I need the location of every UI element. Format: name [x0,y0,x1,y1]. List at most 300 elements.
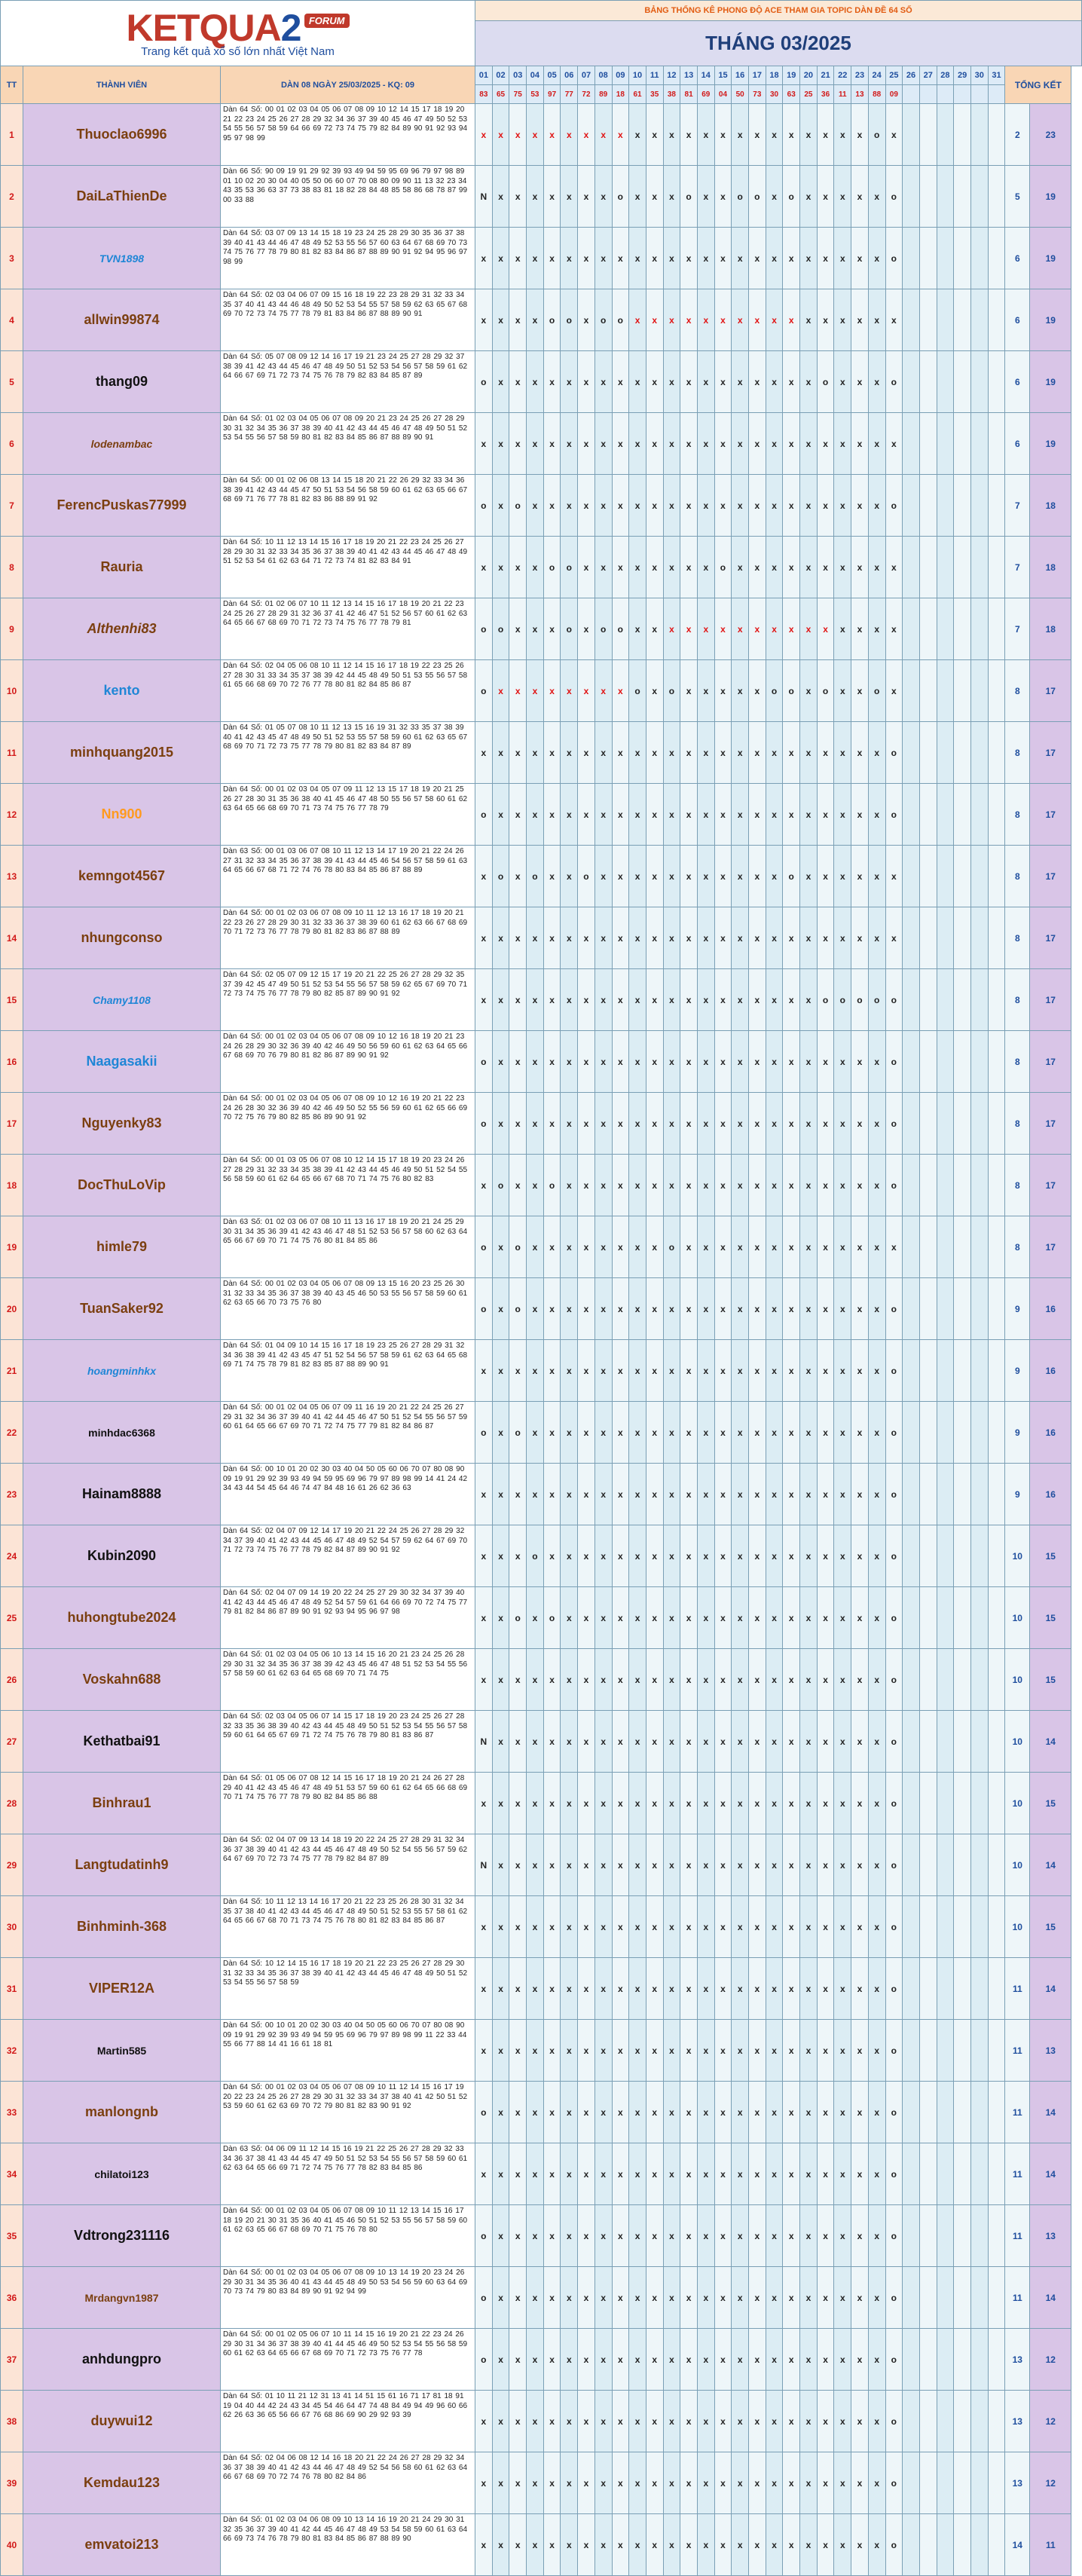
day-mark: x [732,228,749,289]
member-name[interactable]: emvatoi213 [23,2514,221,2576]
member-name[interactable]: Nn900 [23,784,221,846]
day-mark: x [851,846,869,907]
total-miss: 10 [1005,1773,1030,1834]
day-mark: x [834,2514,851,2576]
row-index: 22 [1,1402,23,1464]
day-mark: x [714,1031,732,1093]
day-mark [954,166,971,228]
day-mark: x [868,1711,885,1773]
day-mark: x [851,1216,869,1278]
day-mark: o [509,1278,527,1340]
day-mark: x [561,1340,578,1402]
day-mark [954,1711,971,1773]
day-mark: x [509,907,527,969]
day-mark [954,784,971,846]
day-mark: x [817,1773,834,1834]
day-mark: x [885,104,903,166]
day-mark: x [663,2267,680,2329]
day-mark [970,2082,988,2143]
member-name[interactable]: Voskahn688 [23,1649,221,1711]
day-mark: x [527,969,544,1031]
day-mark: x [612,2329,629,2391]
day-mark: x [680,1464,698,1525]
day-mark: x [851,784,869,846]
day-mark: x [646,2329,663,2391]
day-mark: o [868,104,885,166]
day-mark: x [663,351,680,413]
day-mark [954,537,971,598]
day-mark: x [629,413,646,475]
day-mark: x [509,969,527,1031]
day-mark [919,1711,937,1773]
day-mark [970,351,988,413]
day-mark: x [697,2267,714,2329]
day-mark: x [834,1278,851,1340]
day-mark: x [766,1340,783,1402]
day-mark: x [509,351,527,413]
member-name[interactable]: DaiLaThienDe [23,166,221,228]
day-mark [919,846,937,907]
member-name[interactable]: TuanSaker92 [23,1278,221,1340]
member-row [1,2452,1082,2514]
day-mark [903,660,920,722]
member-name[interactable]: lodenambac [23,413,221,475]
day-mark: x [509,537,527,598]
day-mark: x [646,1958,663,2020]
day-mark: x [646,1773,663,1834]
member-name[interactable]: Nguyenky83 [23,1093,221,1155]
total-hit: 16 [1030,1278,1071,1340]
day-mark: x [885,413,903,475]
day-mark: x [543,660,561,722]
day-mark: x [680,2452,698,2514]
total-miss: 8 [1005,969,1030,1031]
day-mark: x [817,1278,834,1340]
day-mark: x [817,1587,834,1649]
day-header: 28 [937,66,954,85]
member-name[interactable]: minhquang2015 [23,722,221,784]
day-mark: x [646,1711,663,1773]
day-mark: x [663,475,680,537]
day-mark [988,969,1005,1031]
logo-tagline: Trang kết quả xổ số lớn nhất Việt Nam [141,44,335,58]
day-result: 97 [543,85,561,104]
day-mark [954,2452,971,2514]
day-mark: x [594,846,612,907]
day-mark: x [527,2391,544,2452]
day-mark: x [561,660,578,722]
day-mark: x [714,1402,732,1464]
number-set: Dàn 64 Số: 00 01 02 03 06 07 08 09 10 11 12 13 16 17 18 19 20 21 22 23 26 27 28 29 30 31 32 33 36 37 38 39 60 61 62 63 66 67 68 69 70 71 72 73 76 77 78 79 80 81 82 83 86 87 88 89 [221,907,475,969]
day-mark: x [475,846,493,907]
day-mark: x [697,1340,714,1402]
day-mark [903,475,920,537]
day-mark: x [594,1958,612,2020]
member-name[interactable]: Martin585 [23,2020,221,2082]
day-header: 09 [612,66,629,85]
day-mark: x [612,104,629,166]
day-mark: x [680,1155,698,1216]
day-mark: x [697,1464,714,1525]
day-mark [903,846,920,907]
day-mark: x [868,598,885,660]
day-result: 61 [629,85,646,104]
day-mark: o [732,166,749,228]
day-mark: x [680,104,698,166]
member-name[interactable]: chilatoi123 [23,2143,221,2205]
day-mark: x [817,1834,834,1896]
member-name[interactable]: Rauria [23,537,221,598]
day-mark [919,784,937,846]
member-name[interactable]: nhungconso [23,907,221,969]
day-mark: x [885,660,903,722]
day-mark: o [749,166,766,228]
member-name[interactable]: Langtudatinh9 [23,1834,221,1896]
member-row [1,475,1082,537]
member-name[interactable]: Kemdau123 [23,2452,221,2514]
day-mark: x [749,1587,766,1649]
day-mark: x [475,969,493,1031]
day-mark: x [851,2391,869,2452]
day-mark: x [612,1031,629,1093]
day-mark: x [766,2514,783,2576]
day-mark: x [492,1216,509,1278]
day-mark: x [732,2391,749,2452]
day-mark: x [527,722,544,784]
day-mark: x [646,2143,663,2205]
day-mark: x [817,2020,834,2082]
row-index: 6 [1,413,23,475]
day-mark: x [868,475,885,537]
total-hit: 18 [1030,598,1071,660]
day-mark: x [817,1216,834,1278]
day-mark [988,351,1005,413]
total-hit: 16 [1030,1402,1071,1464]
member-name[interactable]: TVN1898 [23,228,221,289]
day-mark: x [868,1958,885,2020]
day-mark [937,1958,954,2020]
member-name[interactable]: Hainam8888 [23,1464,221,1525]
day-mark [903,1896,920,1958]
day-mark [937,1340,954,1402]
day-mark [919,2143,937,2205]
total-miss: 10 [1005,1711,1030,1773]
day-mark: x [612,1773,629,1834]
day-mark: x [817,166,834,228]
day-mark: x [475,2452,493,2514]
day-mark: o [527,846,544,907]
day-mark: x [714,1958,732,2020]
row-index: 39 [1,2452,23,2514]
row-index: 37 [1,2329,23,2391]
member-name[interactable]: minhdac6368 [23,1402,221,1464]
total-miss: 11 [1005,2267,1030,2329]
day-mark [988,1402,1005,1464]
day-mark: o [612,289,629,351]
total-miss: 11 [1005,2143,1030,2205]
day-header: 27 [919,66,937,85]
day-mark [954,660,971,722]
day-header: 20 [800,66,818,85]
month-title: THÁNG 03/2025 [475,21,1082,66]
day-mark: x [543,846,561,907]
day-mark: x [783,907,800,969]
day-mark: x [749,1155,766,1216]
day-mark: x [851,598,869,660]
member-name[interactable]: manlongnb [23,2082,221,2143]
day-mark: x [680,784,698,846]
row-index: 4 [1,289,23,351]
total-miss: 2 [1005,104,1030,166]
day-mark: x [561,1093,578,1155]
member-name[interactable]: Chamy1108 [23,969,221,1031]
total-hit: 18 [1030,475,1071,537]
day-mark: x [714,1278,732,1340]
day-mark: x [629,1402,646,1464]
day-mark: x [680,1896,698,1958]
day-mark: x [527,537,544,598]
day-mark: x [732,1525,749,1587]
row-index: 32 [1,2020,23,2082]
day-header: 17 [749,66,766,85]
day-mark [988,2082,1005,2143]
day-mark: x [646,1587,663,1649]
day-mark: x [543,1402,561,1464]
day-mark: x [561,1031,578,1093]
day-mark: x [800,1216,818,1278]
day-mark [970,1402,988,1464]
day-mark: x [629,2452,646,2514]
member-name[interactable]: anhdungpro [23,2329,221,2391]
day-mark: x [851,1402,869,1464]
day-mark: x [663,1464,680,1525]
day-mark: x [594,1649,612,1711]
day-mark: x [834,1093,851,1155]
member-name[interactable]: kemngot4567 [23,846,221,907]
member-name[interactable]: hoangminhkx [23,1340,221,1402]
day-mark: x [509,722,527,784]
day-mark: x [800,1587,818,1649]
member-name[interactable]: DocThuLoVip [23,1155,221,1216]
total-miss: 8 [1005,1093,1030,1155]
day-mark: x [749,969,766,1031]
day-mark: x [492,1402,509,1464]
day-mark: x [732,907,749,969]
day-mark: x [612,2205,629,2267]
member-name[interactable]: VIPER12A [23,1958,221,2020]
day-mark: o [783,846,800,907]
day-mark: x [732,1402,749,1464]
day-mark: o [543,537,561,598]
member-row [1,907,1082,969]
member-name[interactable]: kento [23,660,221,722]
day-mark: x [561,1649,578,1711]
day-mark: x [817,598,834,660]
member-row [1,1773,1082,1834]
total-miss: 13 [1005,2329,1030,2391]
day-mark: x [629,907,646,969]
day-mark: x [594,1711,612,1773]
day-mark: o [680,166,698,228]
day-mark: x [646,413,663,475]
row-index: 1 [1,104,23,166]
member-name[interactable]: Binhminh-368 [23,1896,221,1958]
site-logo[interactable] [1,1,475,66]
day-mark: x [475,1340,493,1402]
day-mark: x [475,1896,493,1958]
day-mark [988,2143,1005,2205]
member-name[interactable]: Naagasakii [23,1031,221,1093]
day-result: 36 [817,85,834,104]
day-mark: x [817,2143,834,2205]
member-name[interactable]: Binhrau1 [23,1773,221,1834]
member-name[interactable]: allwin99874 [23,289,221,351]
day-mark [919,1834,937,1896]
day-mark: x [594,2514,612,2576]
day-mark: x [749,228,766,289]
day-mark: x [612,537,629,598]
day-mark: x [766,969,783,1031]
member-name[interactable]: himle79 [23,1216,221,1278]
day-mark: x [800,537,818,598]
day-mark: x [885,289,903,351]
day-mark: x [749,846,766,907]
member-name[interactable]: Kethatbai91 [23,1711,221,1773]
day-mark [937,104,954,166]
day-mark: x [868,1216,885,1278]
day-mark [919,1773,937,1834]
member-name[interactable]: Vdtrong231116 [23,2205,221,2267]
total-miss: 10 [1005,1525,1030,1587]
day-mark: x [594,228,612,289]
day-mark [954,1278,971,1340]
day-mark: x [663,289,680,351]
day-mark: x [817,784,834,846]
day-mark: x [543,1896,561,1958]
day-mark: x [783,475,800,537]
day-mark: x [594,784,612,846]
day-mark: x [697,289,714,351]
number-set: Dàn 64 Số: 00 10 01 20 02 30 03 40 04 50 05 60 06 70 07 80 08 90 09 19 91 29 92 39 93 49 94 59 95 69 96 79 97 89 98 99 14 41 24 42 34 43 44 54 45 64 46 74 47 84 48 16 61 26 62 36 63 [221,1464,475,1525]
member-name[interactable]: thang09 [23,351,221,413]
member-name[interactable]: FerencPuskas77999 [23,475,221,537]
member-name[interactable]: Althenhi83 [23,598,221,660]
day-mark: x [732,2267,749,2329]
member-name[interactable]: Thuoclao6996 [23,104,221,166]
day-mark [937,1773,954,1834]
day-mark: x [509,413,527,475]
member-name[interactable]: duywui12 [23,2391,221,2452]
total-hit: 17 [1030,846,1071,907]
number-set: Dàn 64 Số: 02 05 07 09 12 15 17 19 20 21 22 25 26 27 28 29 32 35 37 39 42 45 47 49 50 51 52 53 54 55 56 57 58 59 62 65 67 69 70 71 72 73 74 75 76 77 78 79 80 82 85 87 89 90 91 92 [221,969,475,1031]
day-mark: x [851,475,869,537]
day-mark: x [527,784,544,846]
day-mark: x [663,2143,680,2205]
day-mark [937,475,954,537]
day-mark: x [646,1649,663,1711]
day-mark [937,969,954,1031]
day-mark: x [646,1155,663,1216]
total-miss: 8 [1005,660,1030,722]
day-mark [988,1093,1005,1155]
day-mark: x [800,1340,818,1402]
day-mark [954,1958,971,2020]
day-mark: x [732,1587,749,1649]
day-mark: x [629,1587,646,1649]
member-row [1,846,1082,907]
day-mark: x [697,1896,714,1958]
member-name[interactable]: Kubin2090 [23,1525,221,1587]
day-mark: x [834,660,851,722]
day-mark [937,1216,954,1278]
day-mark [937,2391,954,2452]
day-mark [954,2205,971,2267]
day-mark: x [851,1093,869,1155]
day-mark: x [646,784,663,846]
row-index: 7 [1,475,23,537]
day-mark: x [817,1896,834,1958]
day-mark: x [766,846,783,907]
day-mark: x [749,1216,766,1278]
day-mark: x [509,1464,527,1525]
total-miss: 7 [1005,475,1030,537]
day-mark: o [885,475,903,537]
day-mark: x [714,660,732,722]
day-mark: x [800,1525,818,1587]
day-mark: x [697,351,714,413]
row-index: 34 [1,2143,23,2205]
day-mark: x [851,1896,869,1958]
member-name[interactable]: Mrdangvn1987 [23,2267,221,2329]
day-mark: x [612,784,629,846]
day-mark: x [783,2391,800,2452]
day-result: 77 [561,85,578,104]
day-mark: x [492,1525,509,1587]
day-mark: x [663,166,680,228]
day-mark: x [697,598,714,660]
member-row [1,598,1082,660]
day-mark: x [834,2082,851,2143]
day-mark: x [680,2514,698,2576]
day-mark: x [868,351,885,413]
day-mark: x [646,2267,663,2329]
day-mark: x [594,2205,612,2267]
day-mark: x [817,722,834,784]
day-mark: o [885,1155,903,1216]
day-mark: x [732,1896,749,1958]
day-mark: x [800,289,818,351]
member-name[interactable]: huhongtube2024 [23,1587,221,1649]
day-mark: x [509,1958,527,2020]
day-mark: x [527,907,544,969]
day-mark: x [851,722,869,784]
row-index: 10 [1,660,23,722]
day-mark: x [663,228,680,289]
day-mark: x [629,846,646,907]
day-mark: x [714,1711,732,1773]
day-mark [903,2452,920,2514]
day-mark: x [646,722,663,784]
day-mark: x [629,784,646,846]
day-result [954,85,971,104]
day-mark: x [749,2452,766,2514]
day-mark: x [714,351,732,413]
day-mark [919,2205,937,2267]
day-mark: x [543,104,561,166]
day-result: 50 [732,85,749,104]
day-mark: x [766,1711,783,1773]
day-mark: x [868,228,885,289]
